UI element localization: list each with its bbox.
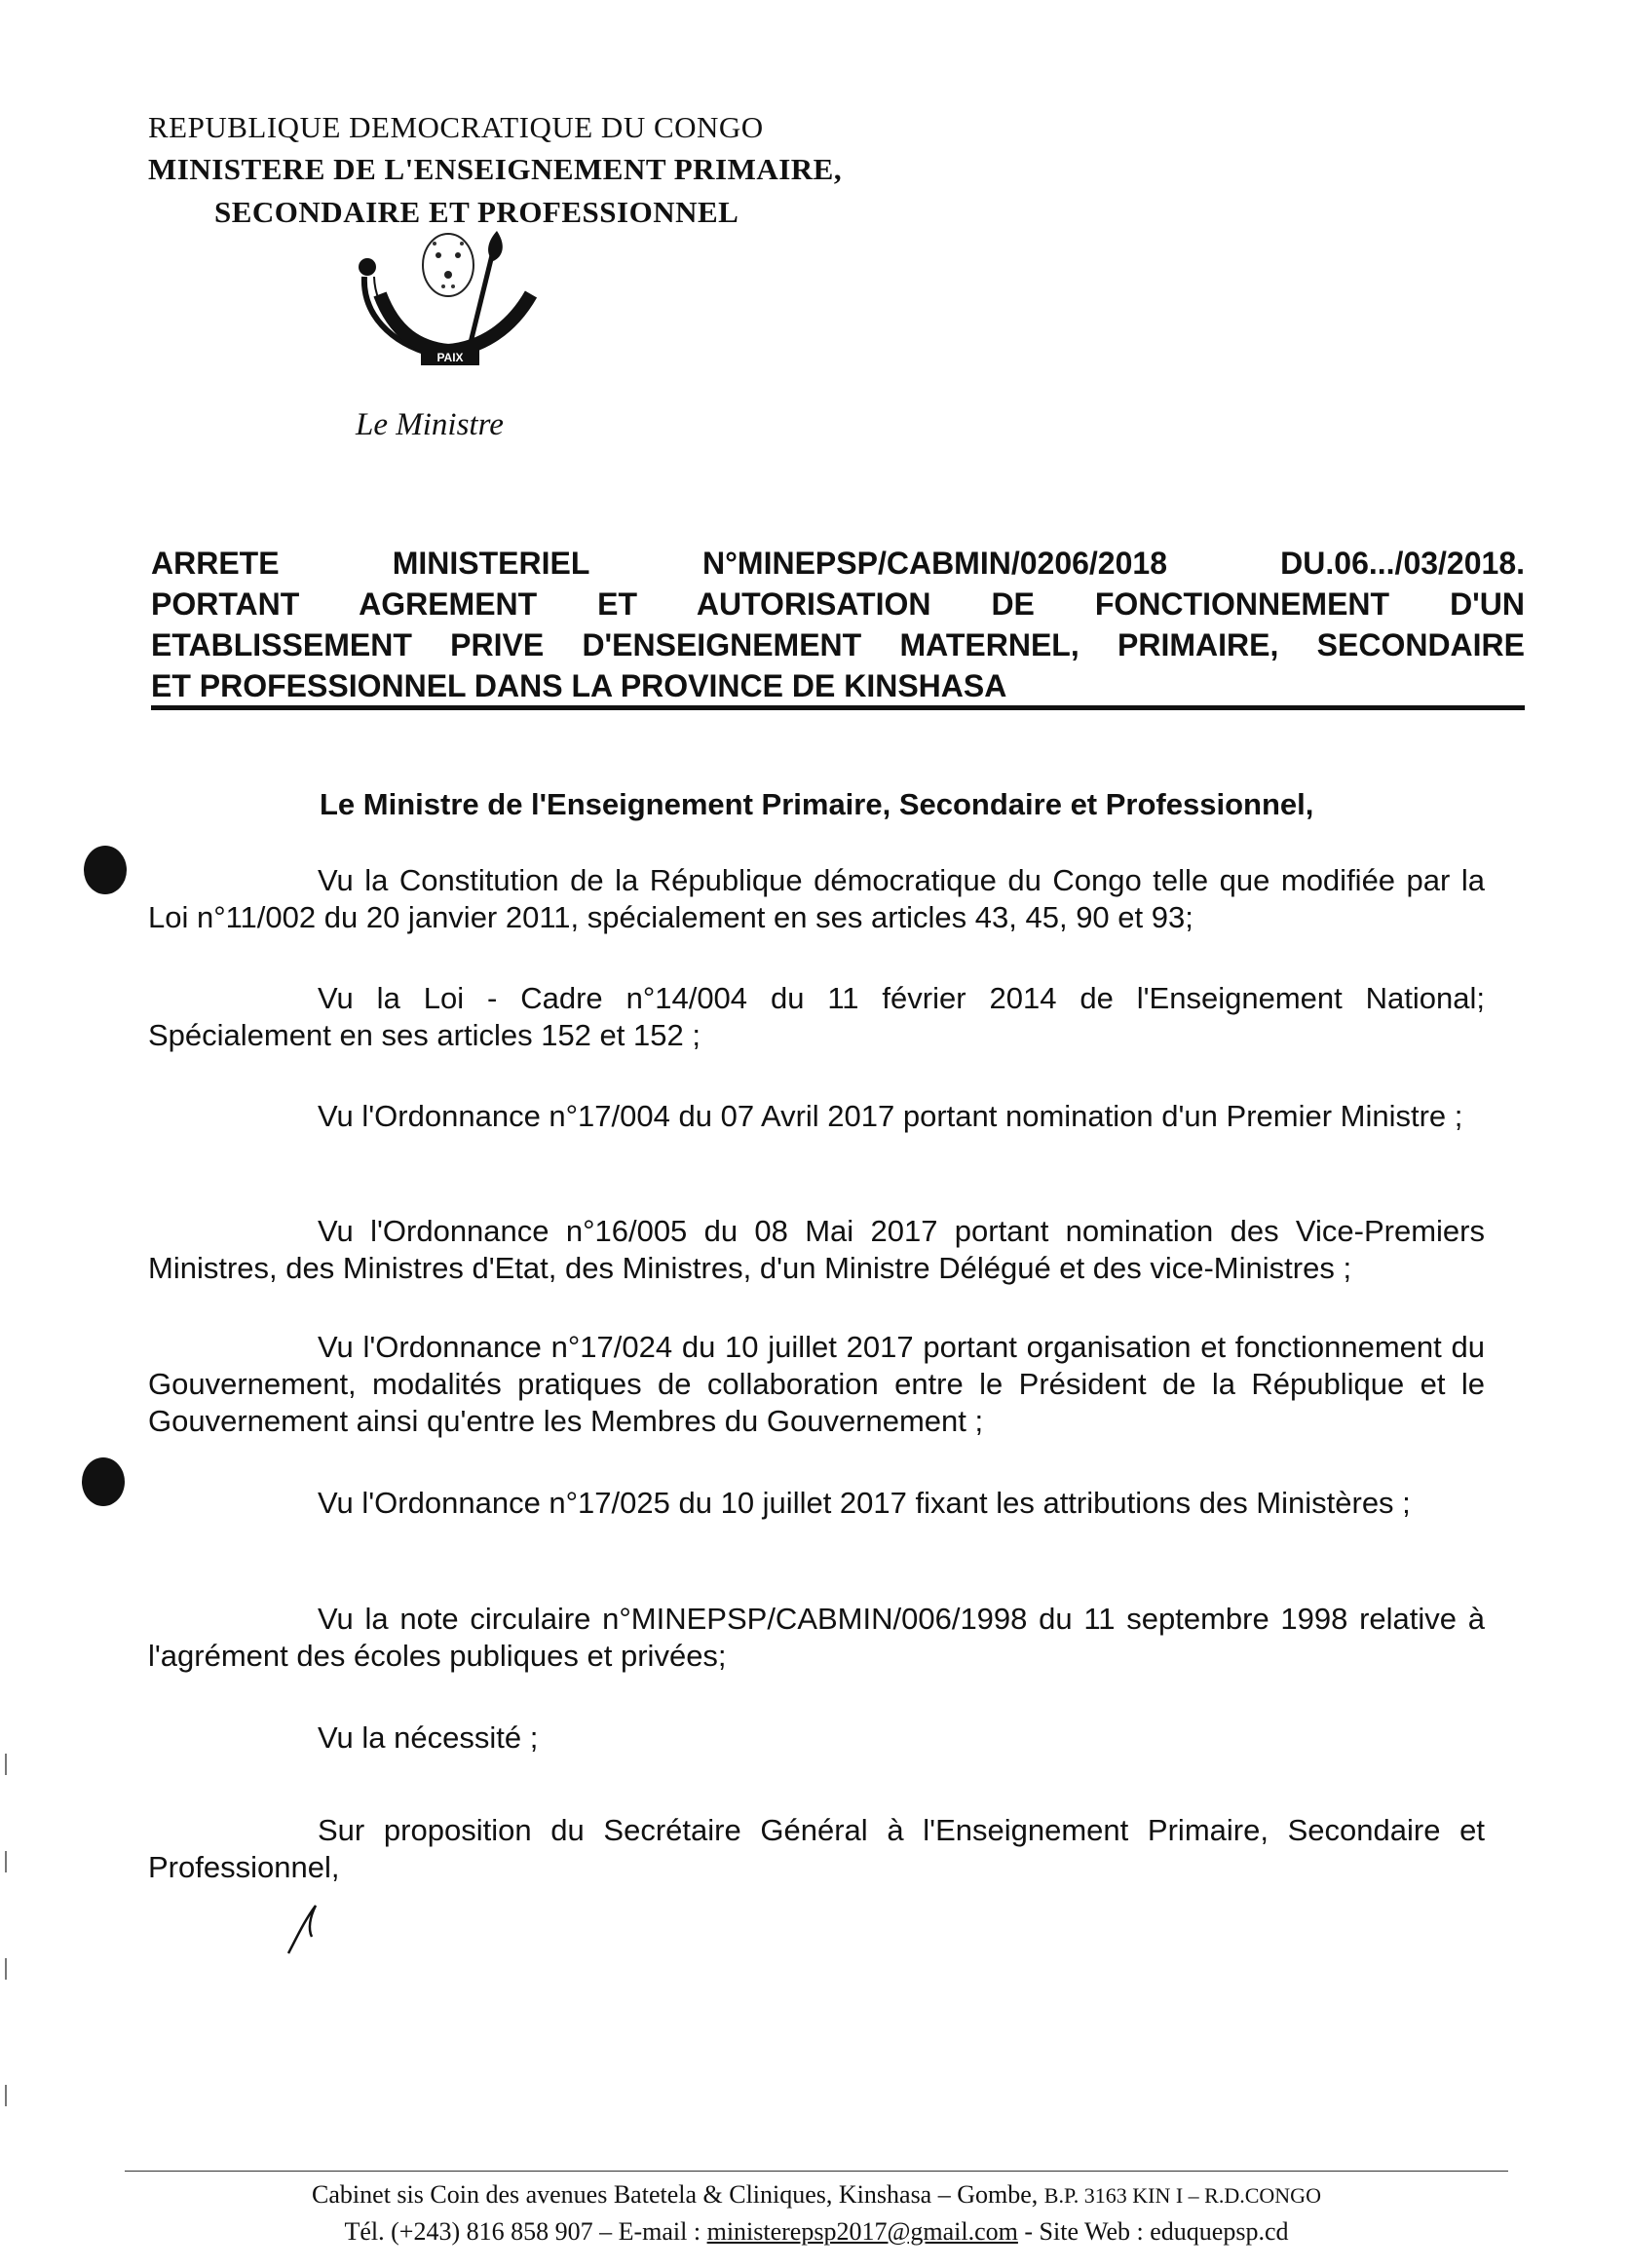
consideration-ordonnance-vice-premiers: Vu l'Ordonnance n°16/005 du 08 Mai 2017 portant nomination des Vice-Premiers Ministres, des Ministres d'Etat, des Ministres, d'un Ministre Délégué et des vice-Ministres ; xyxy=(148,1214,1485,1285)
leopard-head-icon xyxy=(423,234,474,296)
scan-mark xyxy=(5,1958,7,1980)
title-underline xyxy=(151,705,1525,710)
footer-website: - Site Web : eduquepsp.cd xyxy=(1024,2217,1289,2246)
footer-address-bp: B.P. 3163 KIN I – R.D.CONGO xyxy=(1043,2183,1321,2208)
footer-tel: Tél. (+243) 816 858 907 – E-mail : xyxy=(344,2217,701,2246)
motto-ribbon xyxy=(380,294,531,365)
emblem-graphic xyxy=(351,226,555,382)
footer-contact xyxy=(125,2217,1508,2247)
consideration-ordonnance-gouvernement: Vu l'Ordonnance n°17/024 du 10 juillet 2017 portant organisation et fonctionnement du Gouvernement, modalités pratiques de collaboration entre le Président de la République et le Gouvernement ainsi qu'entre les Membres du Gouvernement ; xyxy=(148,1330,1485,1438)
consideration-constitution: Vu la Constitution de la République démocratique du Congo telle que modifiée par la Loi n°11/002 du 20 janvier 2011, spécialement en ses articles 43, 45, 90 et 93; xyxy=(148,863,1485,934)
consideration-ordonnance-attributions: Vu l'Ordonnance n°17/025 du 10 juillet 2017 fixant les attributions des Ministères ; xyxy=(318,1486,1411,1520)
decree-title-line2: PORTANT AGREMENT ET AUTORISATION DE FONCTIONNEMENT D'UN xyxy=(151,586,1525,622)
national-emblem xyxy=(351,226,555,382)
decree-title-line4: ET PROFESSIONNEL DANS LA PROVINCE DE KINSHASA xyxy=(151,668,1007,703)
decree-title xyxy=(151,543,1525,706)
scan-mark xyxy=(5,2085,7,2106)
decree-number: ARRETE MINISTERIEL N°MINEPSP/CABMIN/0206/2018 DU.06.../03/2018. xyxy=(151,546,1525,581)
proposal-secretaire-general: Sur proposition du Secrétaire Général à l'Enseignement Primaire, Secondaire et Professionnel, xyxy=(148,1813,1485,1884)
scan-mark xyxy=(5,1851,7,1872)
consideration-note-circulaire: Vu la note circulaire n°MINEPSP/CABMIN/006/1998 du 11 septembre 1998 relative à l'agrément des écoles publiques et privées; xyxy=(148,1602,1485,1673)
svg-text:PAIX: PAIX xyxy=(436,351,464,364)
addressee: Le Ministre de l'Enseignement Primaire, Secondaire et Professionnel, xyxy=(320,787,1314,821)
consideration-loi-cadre: Vu la Loi - Cadre n°14/004 du 11 février 2014 de l'Enseignement National; Spécialement en ses articles 152 et 152 ; xyxy=(148,981,1485,1052)
consideration-necessite: Vu la nécessité ; xyxy=(318,1720,539,1755)
ministry-name-line1: MINISTERE DE L'ENSEIGNEMENT PRIMAIRE, xyxy=(148,152,843,186)
consideration-ordonnance-premier-ministre: Vu l'Ordonnance n°17/004 du 07 Avril 2017 portant nomination d'un Premier Ministre ; xyxy=(318,1099,1463,1133)
decree-title-line3: ETABLISSEMENT PRIVE D'ENSEIGNEMENT MATERNEL, PRIMAIRE, SECONDAIRE xyxy=(151,627,1525,662)
punch-hole-mark xyxy=(84,846,127,894)
footer-rule xyxy=(125,2171,1508,2172)
punch-hole-mark xyxy=(82,1457,125,1506)
republic-name: REPUBLIQUE DEMOCRATIQUE DU CONGO xyxy=(148,110,764,144)
footer-address-main: Cabinet sis Coin des avenues Batetela & Cliniques, Kinshasa – Gombe, xyxy=(312,2180,1039,2209)
signatory-title: Le Ministre xyxy=(356,407,504,442)
scan-mark xyxy=(5,1754,7,1775)
ministry-name-line2: SECONDAIRE ET PROFESSIONNEL xyxy=(214,195,739,229)
footer-email-link[interactable]: ministerepsp2017@gmail.com xyxy=(706,2217,1018,2246)
handwritten-initial xyxy=(283,1900,331,1958)
footer-address xyxy=(125,2180,1508,2210)
